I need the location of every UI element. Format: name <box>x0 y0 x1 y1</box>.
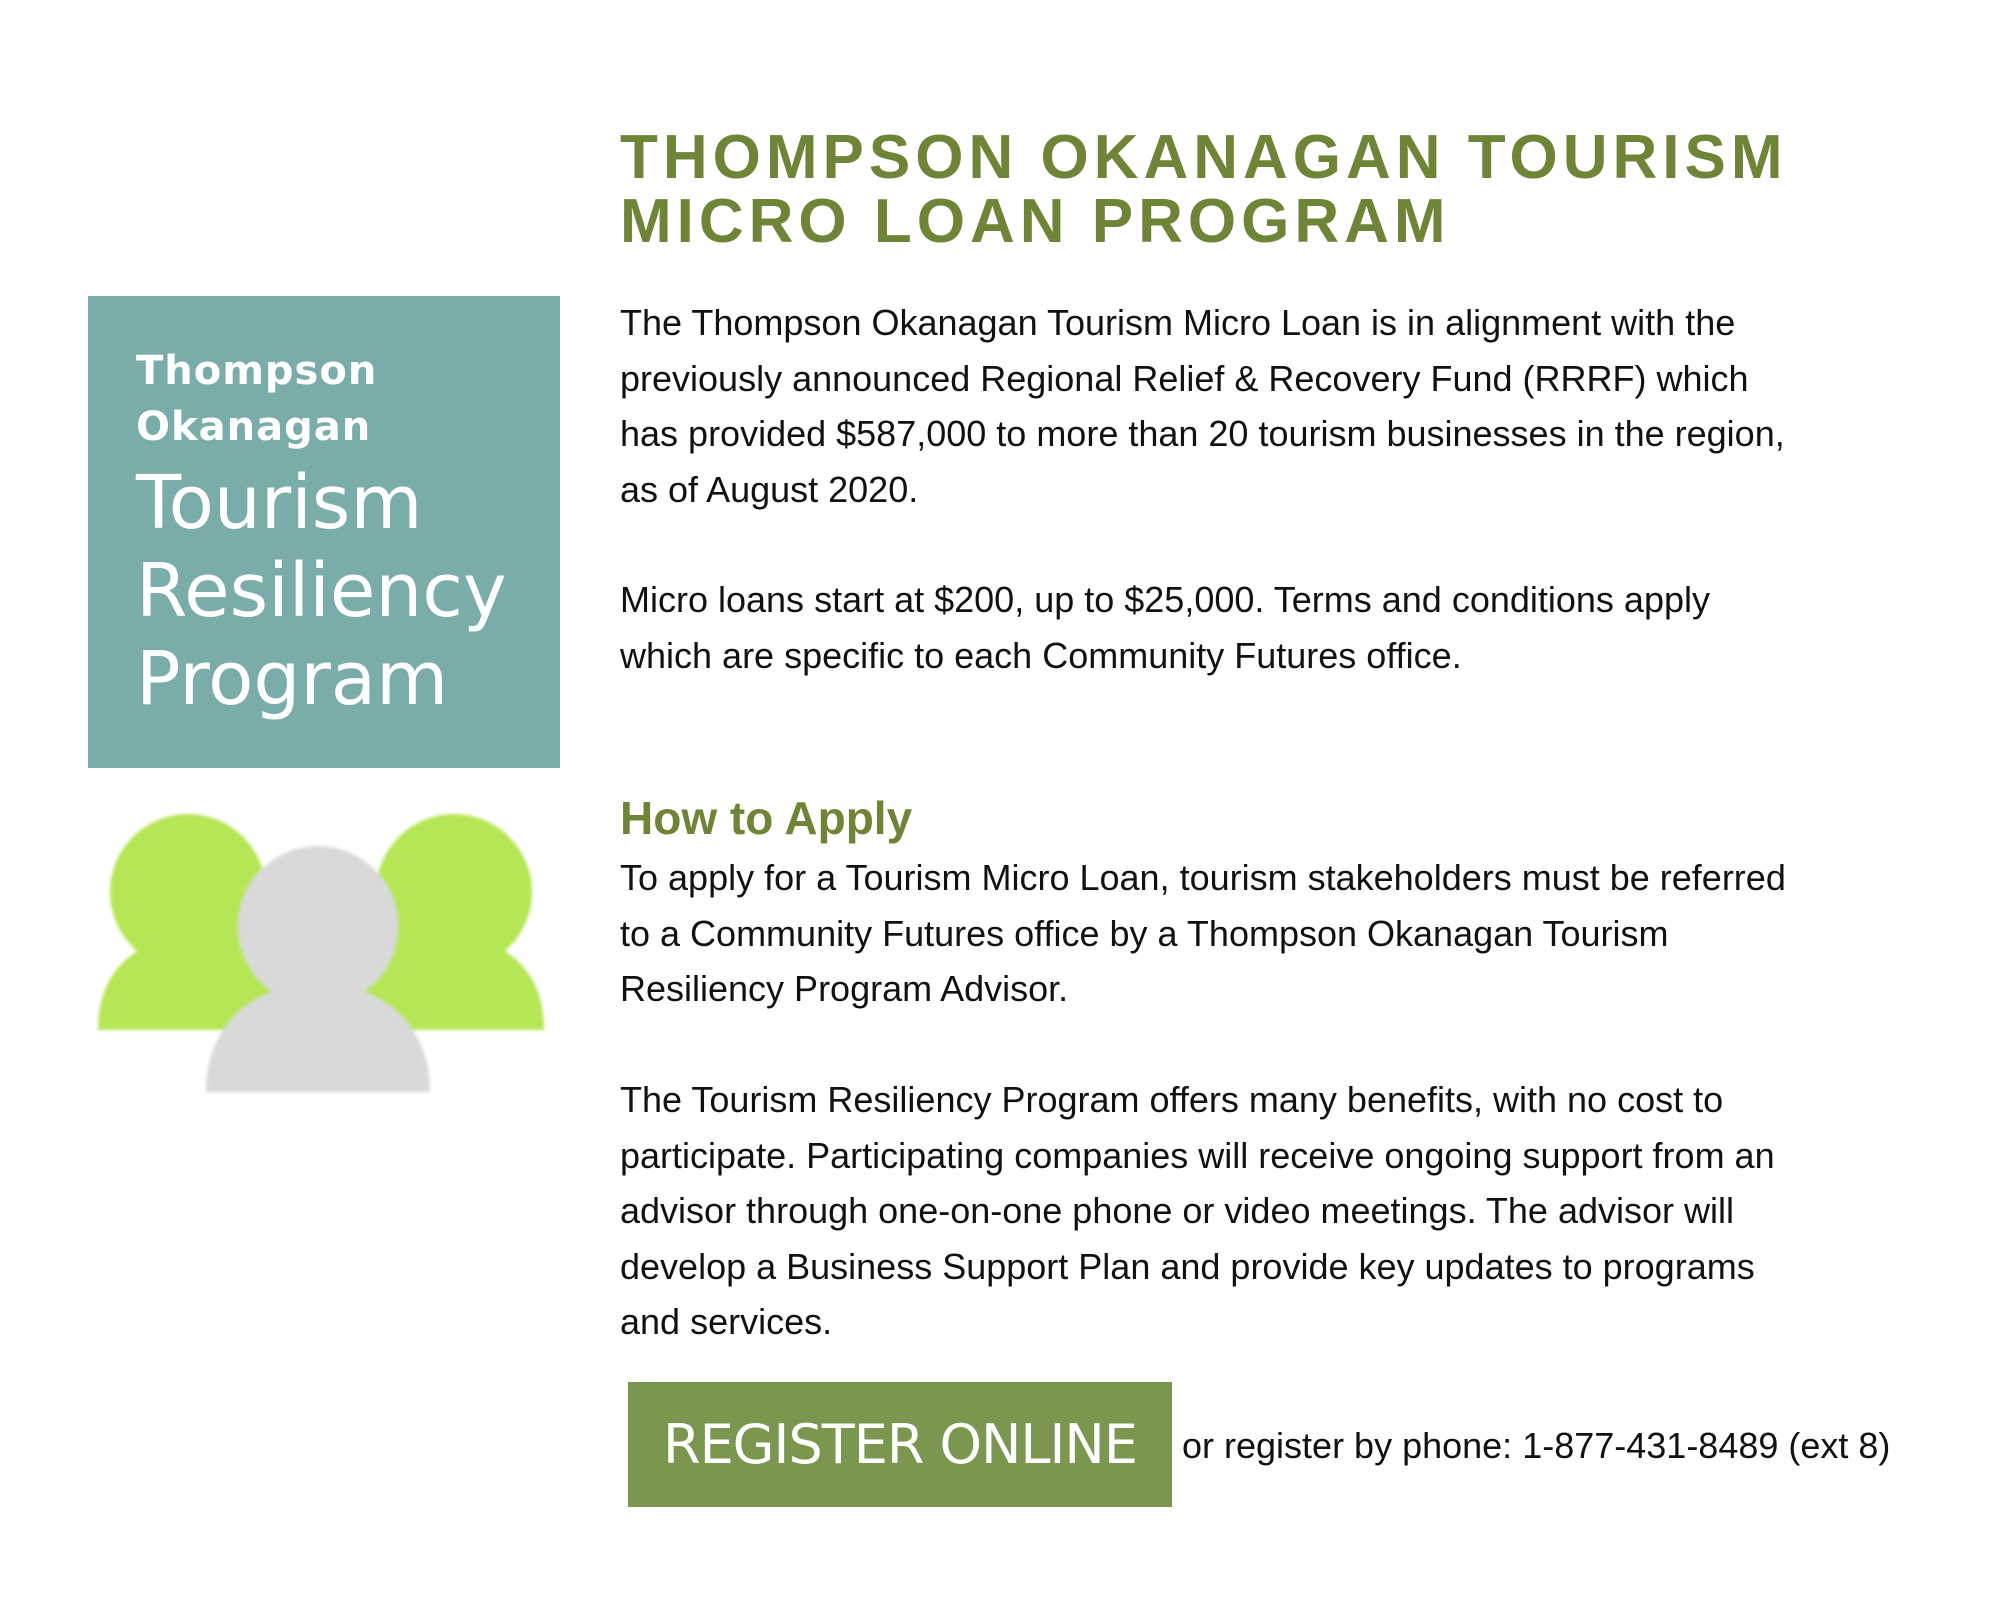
title-line-1: THOMPSON OKANAGAN TOURISM <box>620 123 1788 192</box>
intro-paragraph-1 <box>620 295 1785 517</box>
logo-line-resiliency: Resiliency <box>136 548 507 634</box>
intro-p2-line-2: which are specific to each Community Futures office. <box>620 634 1462 676</box>
intro-p1-line-4: as of August 2020. <box>620 468 919 510</box>
apply-p1-line-1: To apply for a Tourism Micro Loan, tourism stakeholders must be referred <box>620 857 1786 898</box>
intro-paragraph-2 <box>620 572 1710 683</box>
page-title <box>620 123 1788 256</box>
logo-line-okanagan: Okanagan <box>136 404 372 450</box>
apply-p2-line-4: develop a Business Support Plan and provide key updates to programs <box>620 1245 1755 1287</box>
how-to-apply-heading: How to Apply <box>620 792 913 844</box>
logo-line-tourism: Tourism <box>136 460 423 546</box>
apply-p2-line-2: participate. Participating companies will receive ongoing support from an <box>620 1134 1775 1176</box>
apply-paragraph-2 <box>620 1072 1775 1350</box>
title-line-2: MICRO LOAN PROGRAM <box>620 187 1451 256</box>
people-group-icon <box>96 812 546 1097</box>
apply-p2-line-1: The Tourism Resiliency Program offers many benefits, with no cost to <box>620 1079 1724 1120</box>
register-phone-text: or register by phone: 1-877-431-8489 (ext 8) <box>1182 1425 1891 1466</box>
intro-p1-line-2: previously announced Regional Relief & Recovery Fund (RRRF) which <box>620 357 1749 399</box>
program-logo <box>90 298 558 766</box>
apply-p1-line-3: Resiliency Program Advisor. <box>620 968 1069 1009</box>
apply-paragraph-1 <box>620 850 1786 1017</box>
logo-line-thompson: Thompson <box>136 348 378 394</box>
intro-p1-line-1: The Thompson Okanagan Tourism Micro Loan is in alignment with the <box>620 302 1736 343</box>
intro-p2-line-1: Micro loans start at $200, up to $25,000. Terms and conditions apply <box>620 579 1710 620</box>
apply-p2-line-3: advisor through one-on-one phone or video meetings. The advisor will <box>620 1190 1734 1231</box>
logo-line-program: Program <box>136 636 449 722</box>
apply-p2-line-5: and services. <box>620 1301 833 1342</box>
register-online-button[interactable]: REGISTER ONLINE <box>628 1382 1172 1507</box>
intro-p1-line-3: has provided $587,000 to more than 20 tourism businesses in the region, <box>620 413 1785 454</box>
center-person-head <box>238 846 398 1006</box>
apply-p1-line-2: to a Community Futures office by a Thompson Okanagan Tourism <box>620 912 1669 954</box>
